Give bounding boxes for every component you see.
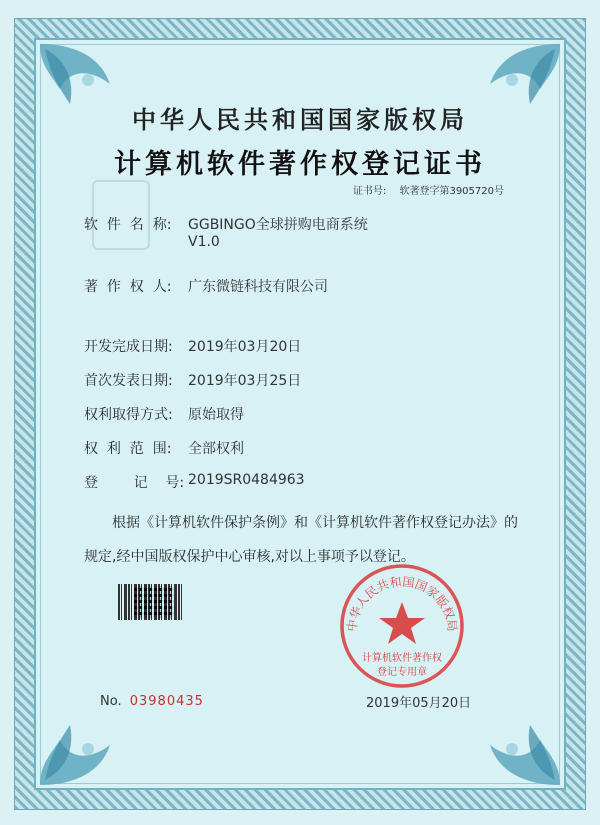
field-value: 2019SR0484963 xyxy=(188,472,305,488)
field-value: 全部权利 xyxy=(188,441,244,457)
corner-ornament-icon xyxy=(460,685,570,795)
serial-number xyxy=(100,694,204,709)
field-label: 著 作 权 人: xyxy=(84,279,172,295)
field-copyright-owner xyxy=(84,276,328,296)
field-software-name xyxy=(84,214,368,250)
field-value: 2019年03月20日 xyxy=(188,339,302,355)
field-label: 开发完成日期: xyxy=(84,339,173,355)
issuer-title: 中华人民共和国国家版权局 xyxy=(132,105,468,134)
field-value xyxy=(188,214,368,250)
certificate-title: 计算机软件著作权登记证书 xyxy=(114,149,486,180)
field-value: 2019年03月25日 xyxy=(188,373,302,389)
software-name-value: GGBINGO全球拼购电商系统 xyxy=(188,217,368,233)
statement-line-1: 根据《计算机软件保护条例》和《计算机软件著作权登记办法》的 xyxy=(112,515,518,531)
statement-line-2: 规定,经中国版权保护中心审核,对以上事项予以登记。 xyxy=(84,549,415,565)
field-label: 权 利 范 围: xyxy=(84,441,172,457)
field-label: 软 件 名 称: xyxy=(84,217,172,233)
official-seal-icon xyxy=(338,562,466,690)
field-label: 权利取得方式: xyxy=(84,407,173,423)
serial-number-label: No. xyxy=(100,694,122,709)
field-value: 广东微链科技有限公司 xyxy=(188,279,328,295)
certificate-number xyxy=(353,182,504,197)
seal-outer-text: 中华人民共和国国家版权局 xyxy=(344,574,460,633)
serial-number-value: 03980435 xyxy=(129,694,204,709)
field-label: 首次发表日期: xyxy=(84,373,173,389)
certificate-number-value: 软著登字第3905720号 xyxy=(399,186,504,197)
field-rights-scope xyxy=(84,438,244,458)
field-completion-date xyxy=(84,336,301,356)
field-label: 登 记 号: xyxy=(84,475,185,491)
field-registration-number xyxy=(84,472,305,492)
field-acquisition-method xyxy=(84,404,244,424)
software-version-value: V1.0 xyxy=(188,234,220,250)
field-value: 原始取得 xyxy=(188,407,244,423)
seal-inner-line-1: 计算机软件著作权 xyxy=(362,653,442,664)
certificate-number-label: 证书号: xyxy=(352,186,387,197)
issue-date: 2019年05月20日 xyxy=(366,696,472,711)
seal-inner-line-2: 登记专用章 xyxy=(377,667,427,678)
qr-code-icon xyxy=(134,586,174,618)
field-publish-date xyxy=(84,370,301,390)
